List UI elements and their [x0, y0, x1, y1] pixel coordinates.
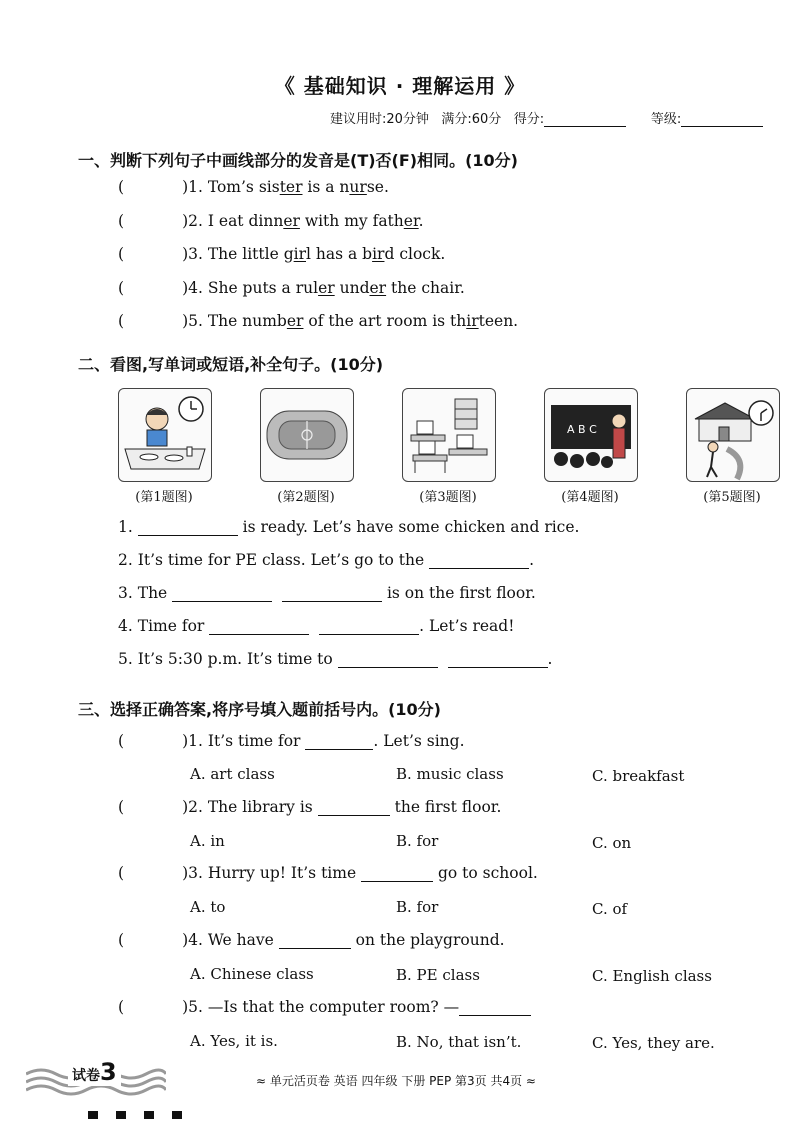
picture-5-go-home [686, 388, 780, 482]
caption-5: (第5题图) [703, 490, 761, 505]
option-a[interactable]: A. Chinese class [190, 965, 314, 983]
caption-1: (第1题图) [135, 490, 193, 505]
option-a[interactable]: A. to [190, 898, 226, 916]
s3-question-4: ( )4. We have on the playground. [118, 931, 505, 949]
option-c[interactable]: C. English class [592, 967, 712, 985]
option-c[interactable]: C. Yes, they are. [592, 1034, 715, 1052]
option-b[interactable]: B. for [396, 832, 439, 850]
footer-info: ≈ 单元活页卷 英语 四年级 下册 PEP 第3页 共4页 ≈ [256, 1074, 536, 1088]
s2-sentence-3: 3. The is on the first floor. [118, 584, 536, 602]
option-a[interactable]: A. art class [190, 765, 275, 783]
picture-3-computer-room [402, 388, 496, 482]
fill-blank[interactable] [448, 653, 548, 668]
classroom-board-icon [545, 389, 637, 481]
fill-blank[interactable] [361, 867, 433, 882]
fill-blank[interactable] [319, 620, 419, 635]
option-b[interactable]: B. for [396, 898, 439, 916]
s3-question-1: ( )1. It’s time for . Let’s sing. [118, 732, 465, 750]
playground-icon [261, 389, 353, 481]
fill-blank[interactable] [209, 620, 309, 635]
score-label: 得分: [513, 112, 545, 127]
time-label: 建议用时:20分钟 [330, 112, 429, 127]
fill-blank[interactable] [318, 801, 390, 816]
s3-question-5: ( )5. —Is that the computer room? — [118, 998, 531, 1016]
computer-room-icon [403, 389, 495, 481]
picture-1-dinner [118, 388, 212, 482]
s1-item-3: ( )3. The little girl has a bird clock. [118, 245, 446, 263]
option-c[interactable]: C. on [592, 834, 632, 852]
picture-2-playground [260, 388, 354, 482]
caption-2: (第2题图) [277, 490, 335, 505]
option-c[interactable]: C. of [592, 900, 628, 918]
option-b[interactable]: B. No, that isn’t. [396, 1033, 522, 1051]
s1-item-2: ( )2. I eat dinner with my father. [118, 212, 424, 230]
boy-eating-icon [119, 389, 211, 481]
option-b[interactable]: B. PE class [396, 966, 480, 984]
grade-blank[interactable] [681, 112, 763, 127]
s2-sentence-5: 5. It’s 5:30 p.m. It’s time to . [118, 650, 553, 668]
option-a[interactable]: A. in [190, 832, 225, 850]
fill-blank[interactable] [338, 653, 438, 668]
footer-paper-label: 试卷3 [68, 1058, 121, 1086]
section1-heading: 一、判断下列句子中画线部分的发音是(T)否(F)相同。(10分) [78, 151, 518, 170]
option-a[interactable]: A. Yes, it is. [190, 1032, 278, 1050]
page-title: 《 基础知识 · 理解运用 》 [274, 74, 526, 98]
fill-blank[interactable] [138, 521, 238, 536]
s1-item-4: ( )4. She puts a ruler under the chair. [118, 279, 465, 297]
fill-blank[interactable] [279, 934, 351, 949]
house-clock-icon [687, 389, 779, 481]
s3-question-3: ( )3. Hurry up! It’s time go to school. [118, 864, 538, 882]
fill-blank[interactable] [429, 554, 529, 569]
caption-4: (第4题图) [561, 490, 619, 505]
option-c[interactable]: C. breakfast [592, 767, 685, 785]
fill-blank[interactable] [282, 587, 382, 602]
section2-heading: 二、看图,写单词或短语,补全句子。(10分) [78, 355, 384, 374]
fill-blank[interactable] [305, 735, 373, 750]
s3-question-2: ( )2. The library is the first floor. [118, 798, 502, 816]
footer-marks [88, 1104, 182, 1123]
s2-sentence-1: 1. is ready. Let’s have some chicken and rice. [118, 518, 580, 536]
s1-item-1: ( )1. Tom’s sister is a nurse. [118, 178, 389, 196]
picture-4-library [544, 388, 638, 482]
s2-sentence-2: 2. It’s time for PE class. Let’s go to the . [118, 551, 535, 569]
svg-text:A B C: A B C [567, 423, 597, 436]
s1-item-5: ( )5. The number of the art room is thirteen. [118, 312, 519, 330]
fill-blank[interactable] [459, 1001, 531, 1016]
s2-sentence-4: 4. Time for . Let’s read! [118, 617, 515, 635]
exam-meta [330, 108, 763, 127]
option-b[interactable]: B. music class [396, 765, 504, 783]
caption-3: (第3题图) [419, 490, 477, 505]
score-blank[interactable] [544, 112, 626, 127]
grade-label: 等级: [650, 112, 682, 127]
full-score-label: 满分:60分 [441, 112, 502, 127]
section3-heading: 三、选择正确答案,将序号填入题前括号内。(10分) [78, 700, 441, 719]
fill-blank[interactable] [172, 587, 272, 602]
